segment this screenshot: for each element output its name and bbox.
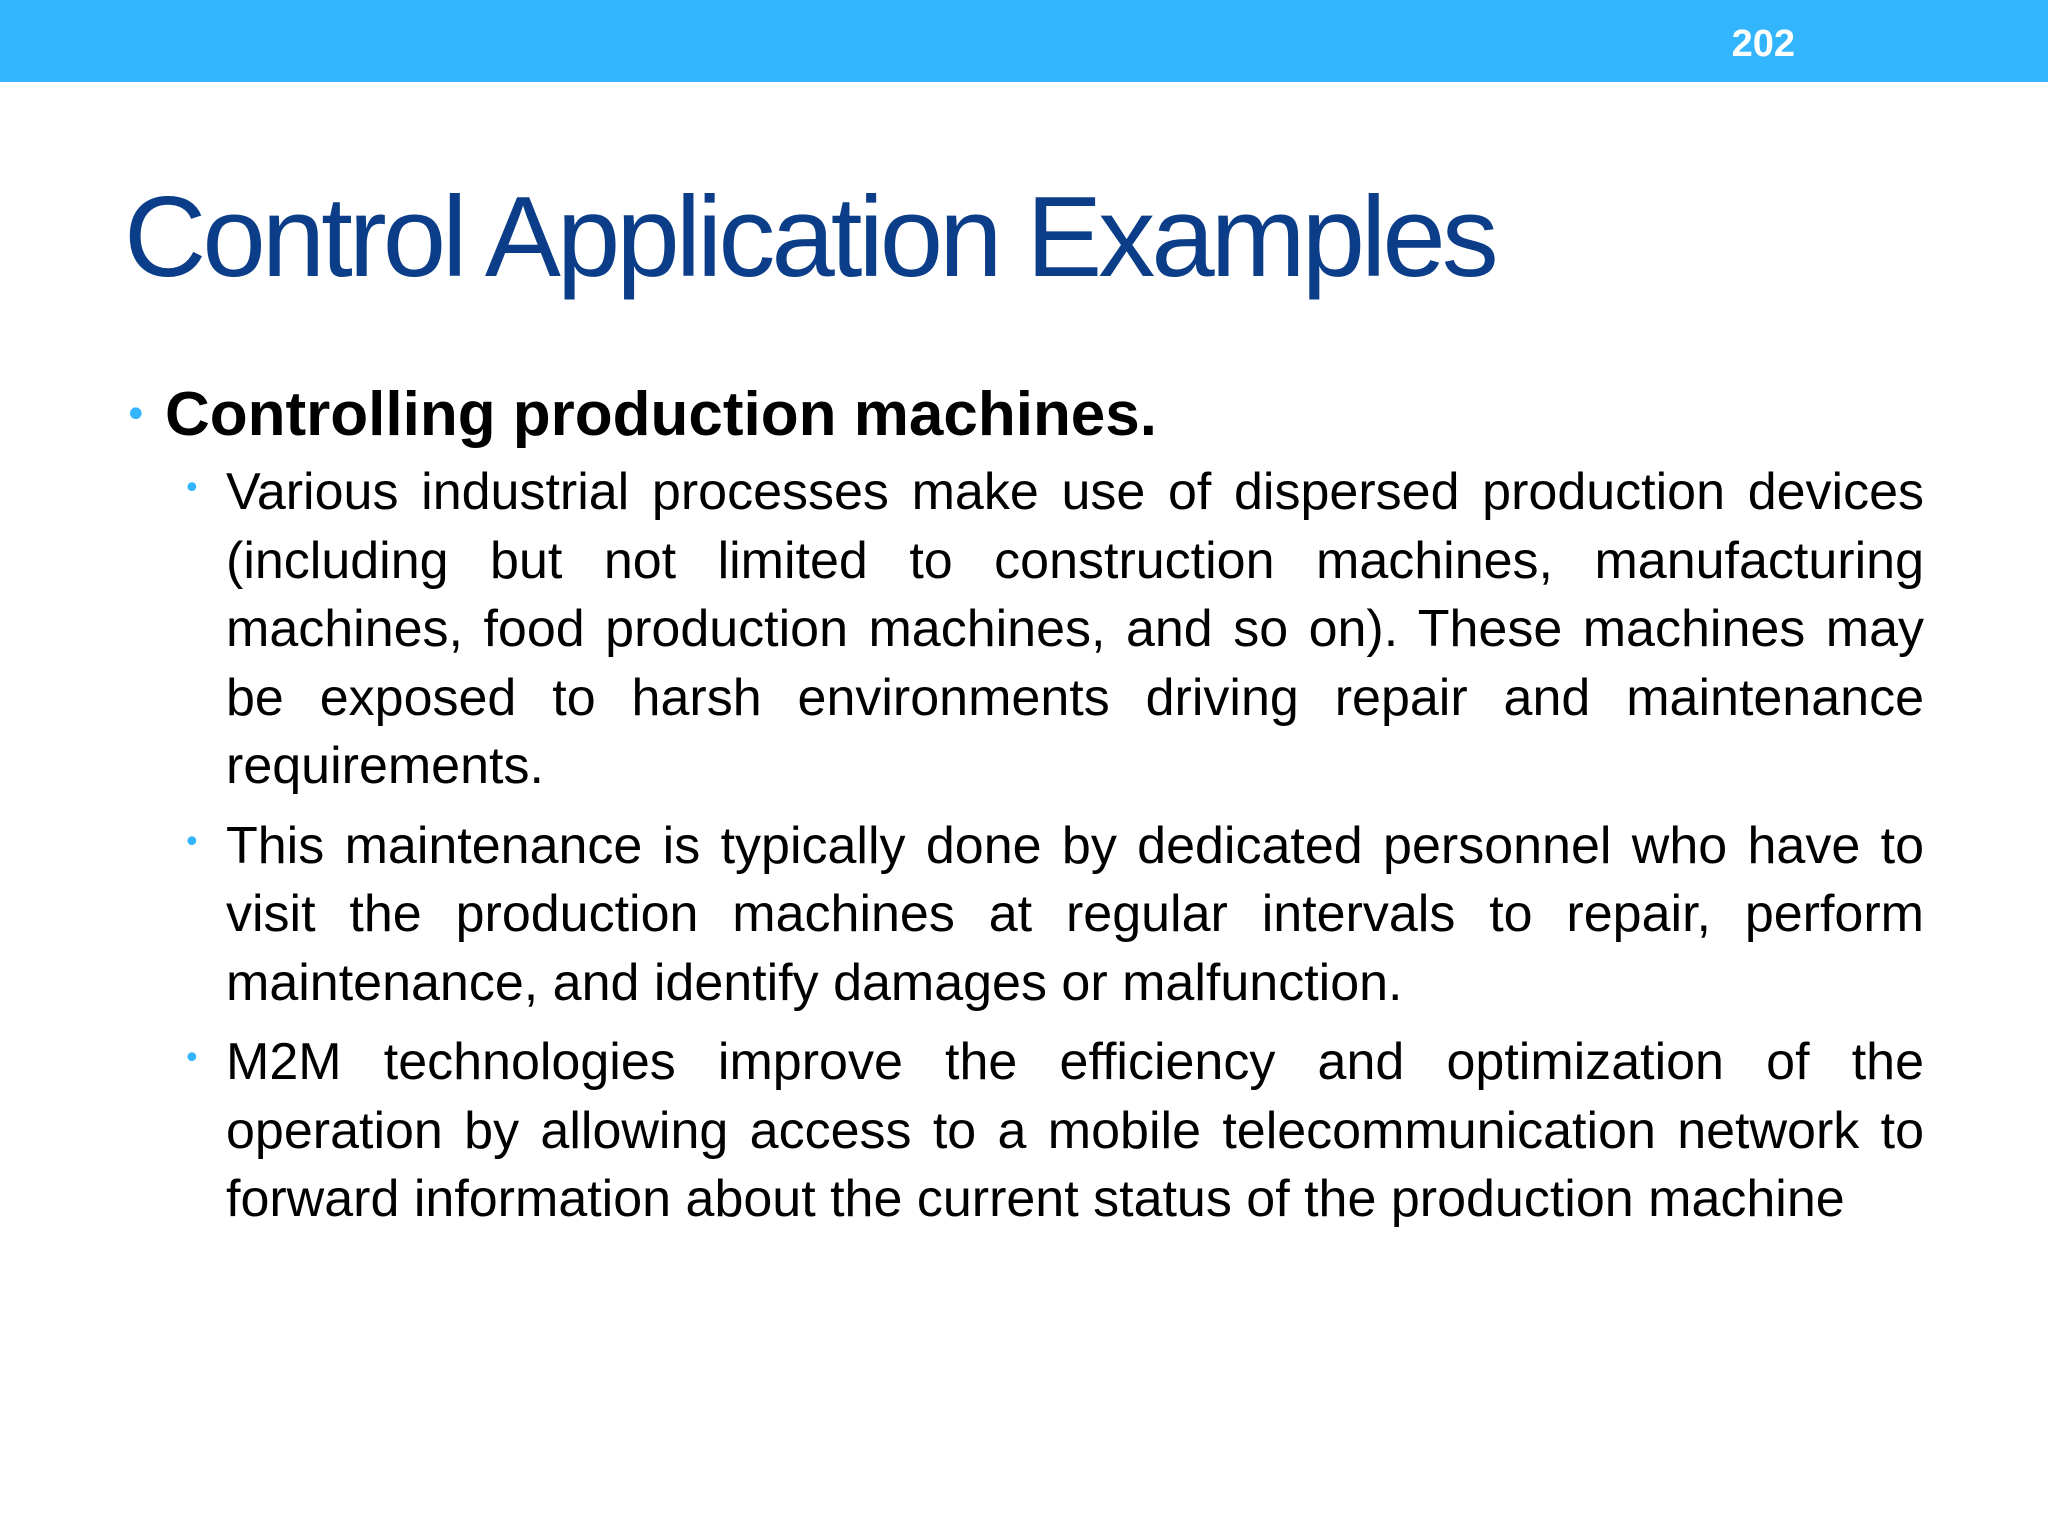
slide-content bbox=[124, 372, 1924, 1245]
main-bullet bbox=[124, 372, 1924, 458]
sub-bullet-2 bbox=[124, 812, 1924, 1018]
slide-title: Control Application Examples bbox=[124, 174, 1495, 301]
sub-bullet-text: This maintenance is typically done by dedicated personnel who have to visit the production machines at regular intervals to repair, perform maintenance, and identify damages or malfunction. bbox=[226, 816, 1924, 1012]
page-number: 202 bbox=[1731, 23, 1795, 65]
sub-bullet-list bbox=[124, 458, 1924, 1234]
header-bar bbox=[0, 0, 2048, 82]
sub-bullet-text: M2M technologies improve the efficiency and optimization of the operation by allowing access to a mobile telecommunication network to forward information about the current status of the production machine bbox=[226, 1033, 1924, 1228]
sub-bullet-3 bbox=[124, 1028, 1924, 1234]
main-bullet-text: Controlling production machines. bbox=[165, 380, 1157, 449]
bullet-dot-icon: • bbox=[124, 392, 148, 438]
sub-bullet-1 bbox=[124, 458, 1924, 801]
sub-bullet-text: Various industrial processes make use of dispersed production devices (including but not limited to construction machines, manufacturing machines, food production machines, and so on). These machines may be exposed to harsh environments driving repair and maintenance requirements. bbox=[226, 463, 1924, 795]
bullet-dot-icon: • bbox=[183, 824, 201, 860]
bullet-dot-icon: • bbox=[183, 471, 201, 506]
bullet-dot-icon: • bbox=[183, 1041, 201, 1076]
